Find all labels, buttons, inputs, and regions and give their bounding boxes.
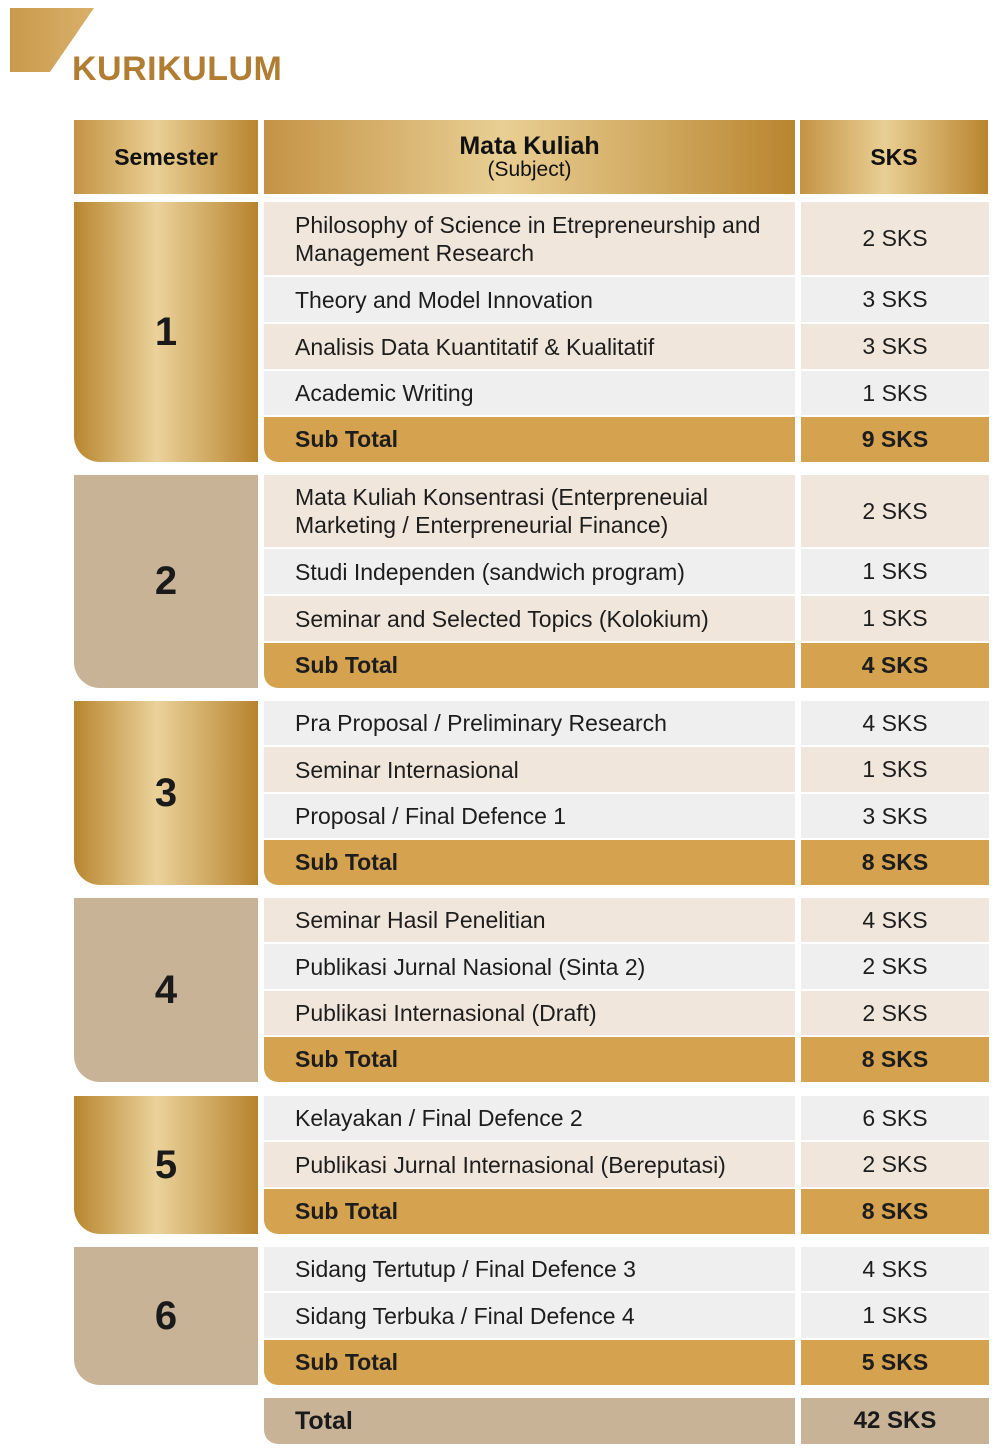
- semester-5-sks: [801, 1096, 989, 1234]
- subtotal-value: 9 SKS: [801, 417, 989, 462]
- sks-cell: 3 SKS: [801, 324, 989, 371]
- subject-cell: Publikasi Jurnal Nasional (Sinta 2): [264, 944, 795, 991]
- total-label: Total: [264, 1398, 795, 1444]
- semester-6-sks: [801, 1247, 989, 1385]
- subject-cell: Publikasi Jurnal Internasional (Bereputasi): [264, 1142, 795, 1189]
- sks-cell: 1 SKS: [801, 1293, 989, 1340]
- header-subject: [264, 120, 795, 194]
- subtotal-label: Sub Total: [264, 1340, 795, 1385]
- semester-4-sks: [801, 898, 989, 1082]
- sks-cell: 6 SKS: [801, 1096, 989, 1142]
- subject-cell: Analisis Data Kuantitatif & Kualitatif: [264, 324, 795, 371]
- subject-cell: Theory and Model Innovation: [264, 277, 795, 324]
- semester-5-block: 5: [74, 1096, 258, 1234]
- total-value: 42 SKS: [801, 1398, 989, 1444]
- header-subject-label: Mata Kuliah: [459, 132, 600, 160]
- subject-cell: Studi Independen (sandwich program): [264, 549, 795, 596]
- semester-2-subjects: [264, 475, 795, 688]
- semester-3-sks: [801, 701, 989, 885]
- semester-2-sks: [801, 475, 989, 688]
- subtotal-label: Sub Total: [264, 643, 795, 688]
- subtotal-value: 4 SKS: [801, 643, 989, 688]
- subtotal-value: 5 SKS: [801, 1340, 989, 1385]
- subtotal-value: 8 SKS: [801, 840, 989, 885]
- semester-6-block: 6: [74, 1247, 258, 1385]
- subject-cell: Pra Proposal / Preliminary Research: [264, 701, 795, 747]
- sks-cell: 4 SKS: [801, 701, 989, 747]
- semester-1-sks: [801, 202, 989, 462]
- header-subject-sublabel: (Subject): [487, 158, 572, 181]
- sks-cell: 2 SKS: [801, 202, 989, 277]
- sks-cell: 1 SKS: [801, 549, 989, 596]
- semester-3-block: 3: [74, 701, 258, 885]
- semester-2-block: 2: [74, 475, 258, 688]
- header-semester: [74, 120, 258, 194]
- semester-3-subjects: [264, 701, 795, 885]
- semester-4-subjects: [264, 898, 795, 1082]
- subtotal-label: Sub Total: [264, 1189, 795, 1234]
- subject-cell: Mata Kuliah Konsentrasi (Enterpreneuial Marketing / Enterpreneurial Finance): [264, 475, 795, 549]
- subject-cell: Academic Writing: [264, 371, 795, 417]
- sks-cell: 4 SKS: [801, 1247, 989, 1293]
- header-semester-label: Semester: [114, 143, 218, 170]
- subject-cell: Sidang Tertutup / Final Defence 3: [264, 1247, 795, 1293]
- subject-cell: Seminar and Selected Topics (Kolokium): [264, 596, 795, 643]
- sks-cell: 3 SKS: [801, 277, 989, 324]
- semester-6-subjects: [264, 1247, 795, 1385]
- sks-cell: 2 SKS: [801, 1142, 989, 1189]
- subject-cell: Sidang Terbuka / Final Defence 4: [264, 1293, 795, 1340]
- header-sks-label: SKS: [870, 143, 918, 170]
- semester-1-block: 1: [74, 202, 258, 462]
- subject-cell: Proposal / Final Defence 1: [264, 794, 795, 840]
- subtotal-value: 8 SKS: [801, 1037, 989, 1082]
- semester-4-block: 4: [74, 898, 258, 1082]
- sks-cell: 2 SKS: [801, 991, 989, 1037]
- header-sks: [800, 120, 988, 194]
- sks-cell: 4 SKS: [801, 898, 989, 944]
- subject-cell: Seminar Hasil Penelitian: [264, 898, 795, 944]
- sks-cell: 1 SKS: [801, 596, 989, 643]
- semester-5-subjects: [264, 1096, 795, 1234]
- subject-cell: Seminar Internasional: [264, 747, 795, 794]
- sks-cell: 2 SKS: [801, 475, 989, 549]
- subtotal-label: Sub Total: [264, 417, 795, 462]
- subtotal-label: Sub Total: [264, 840, 795, 885]
- sks-cell: 3 SKS: [801, 794, 989, 840]
- subject-cell: Kelayakan / Final Defence 2: [264, 1096, 795, 1142]
- sks-cell: 1 SKS: [801, 371, 989, 417]
- subtotal-label: Sub Total: [264, 1037, 795, 1082]
- semester-1-subjects: [264, 202, 795, 462]
- subject-cell: Publikasi Internasional (Draft): [264, 991, 795, 1037]
- subtotal-value: 8 SKS: [801, 1189, 989, 1234]
- subject-cell: Philosophy of Science in Etrepreneurship and Management Research: [264, 202, 795, 277]
- sks-cell: 2 SKS: [801, 944, 989, 991]
- page-title: KURIKULUM: [72, 50, 283, 88]
- sks-cell: 1 SKS: [801, 747, 989, 794]
